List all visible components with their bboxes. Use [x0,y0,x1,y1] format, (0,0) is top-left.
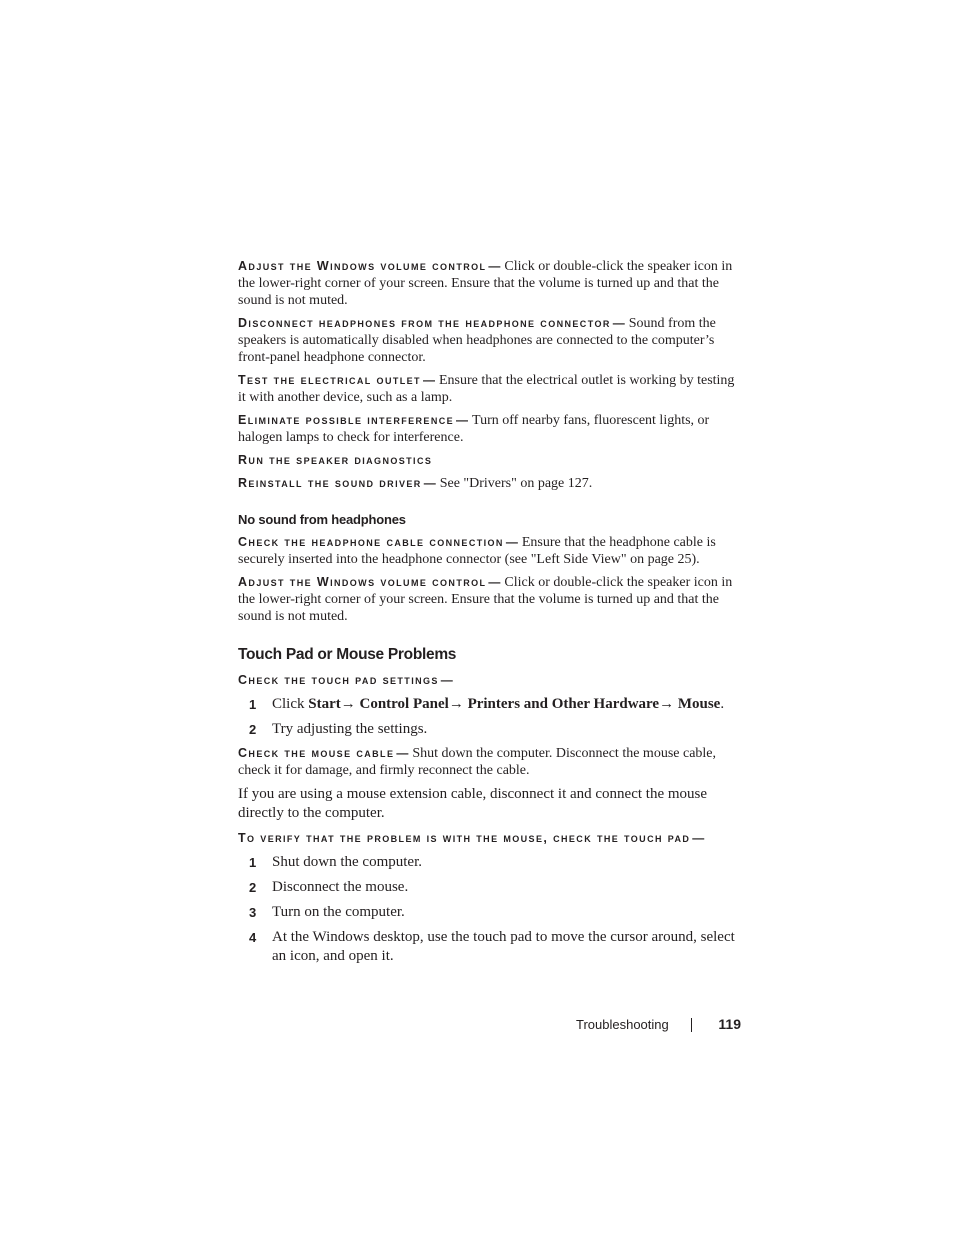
step-item [238,878,738,897]
subsection-heading: No sound from headphones [238,512,406,527]
em-dash: — [488,575,501,589]
page-number: 119 [718,1016,741,1032]
em-dash: — [505,535,518,549]
entry-body: Ensure that the electrical outlet is working by testing it with another device, such as a lamp. [238,373,735,405]
page-footer [560,1015,741,1035]
entry-verify-mouse [238,830,738,847]
menu-path-start: Start [308,696,341,712]
em-dash: — [422,373,435,387]
extension-cable-paragraph: If you are using a mouse extension cable, disconnect it and connect the mouse directly to the computer. [238,786,708,821]
footer-divider [691,1018,692,1032]
entry-check-touchpad-settings [238,672,738,689]
page-content [238,258,738,972]
entry-title: Eliminate possible interference [238,413,455,427]
em-dash: — [440,673,453,687]
em-dash: — [692,831,705,845]
menu-path-control-panel: Control Panel [359,696,449,712]
entry-adjust-volume-headphones [238,574,738,625]
entry-body: See "Drivers" on page 127. [439,476,593,491]
em-dash: — [396,746,409,760]
entry-title: Check the mouse cable [238,746,395,760]
entry-test-outlet [238,372,738,406]
entry-check-headphone-cable [238,534,738,568]
entry-body: Turn off nearby fans, fluorescent lights, or halogen lamps to check for interference. [238,413,710,445]
step-number: 2 [249,722,257,737]
step-item [238,695,738,714]
click-word: Click [272,696,305,712]
step-number: 1 [249,697,257,712]
entry-reinstall-driver [238,475,738,492]
step-item [238,903,738,922]
arrow-icon: → [448,696,464,712]
step-item [238,928,738,966]
entry-title: Test the electrical outlet [238,373,421,387]
entry-title: Check the headphone cable connection [238,535,504,549]
arrow-icon: → [340,696,356,712]
em-dash: — [612,316,625,330]
settings-steps [238,695,738,739]
entry-title: Disconnect headphones from the headphone connector [238,316,611,330]
entry-disconnect-headphones [238,315,738,366]
section-heading: Touch Pad or Mouse Problems [238,646,457,663]
entry-body: Click or double-click the speaker icon in the lower-right corner of your screen. Ensure that the volume is turned up and that the sound is not muted. [238,259,733,308]
entry-title: To verify that the problem is with the mouse, check the touch pad [238,831,691,845]
entry-title: Reinstall the sound driver [238,476,422,490]
step-text [272,695,738,714]
period: . [720,696,725,712]
entry-speaker-diagnostics [238,452,738,469]
entry-eliminate-interference [238,412,738,446]
step-text: Turn on the computer. [272,904,405,920]
step-item [238,853,738,872]
step-text: Disconnect the mouse. [272,879,409,895]
em-dash: — [456,413,469,427]
entry-title: Adjust the Windows volume control [238,259,487,273]
step-text: Try adjusting the settings. [272,721,428,737]
entry-check-mouse-cable [238,745,738,779]
entry-body: Shut down the computer. Disconnect the mouse cable, check it for damage, and firmly reconnect the cable. [238,746,717,778]
step-number: 1 [249,855,257,870]
entry-body: Sound from the speakers is automatically disabled when headphones are connected to the computer’s front-panel headphone connector. [238,316,716,365]
step-number: 2 [249,880,257,895]
entry-title: Run the speaker diagnostics [238,453,433,467]
entry-adjust-volume [238,258,738,309]
arrow-icon: → [659,696,675,712]
step-text: At the Windows desktop, use the touch pad to move the cursor around, select an icon, and open it. [272,929,735,964]
menu-path-printers: Printers and Other Hardware [467,696,660,712]
em-dash: — [423,476,436,490]
entry-title: Check the touch pad settings [238,673,439,687]
step-item [238,720,738,739]
em-dash: — [488,259,501,273]
step-number: 4 [249,930,257,945]
menu-path-mouse: Mouse [677,696,721,712]
step-text: Shut down the computer. [272,854,422,870]
step-number: 3 [249,905,257,920]
entry-body: Ensure that the headphone cable is securely inserted into the headphone connector (see "Left Side View" on page 25). [238,535,716,567]
entry-body: Click or double-click the speaker icon in the lower-right corner of your screen. Ensure that the volume is turned up and that the sound is not muted. [238,575,733,624]
footer-section-label: Troubleshooting [576,1017,669,1032]
entry-title: Adjust the Windows volume control [238,575,487,589]
verify-steps [238,853,738,966]
